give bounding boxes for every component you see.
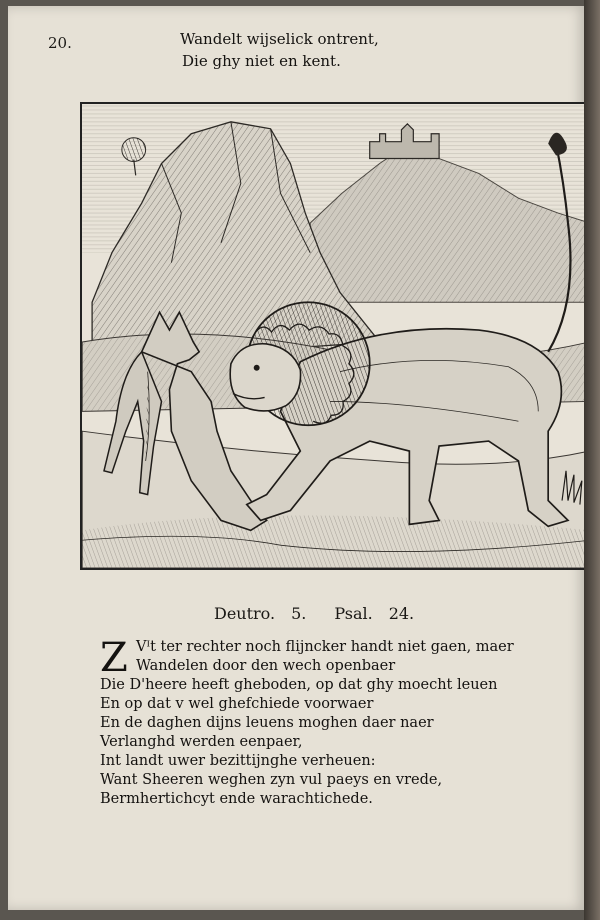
verse-line: En de daghen dijns leuens moghen daer naer [100, 715, 434, 731]
verse-line: Bermhertichcyt ende warachtichede. [100, 791, 373, 807]
verse-line: Verlanghd werden eenpaer, [100, 734, 303, 750]
running-head-line-2: Die ghy niet en kent. [182, 52, 341, 70]
engraving-illustration [82, 104, 590, 568]
reference-book-2: Psal. [334, 604, 373, 623]
book-page [8, 6, 586, 910]
engraving-lion-and-fox [80, 102, 592, 570]
verse-line: Die D'heere heeft gheboden, op dat ghy moecht leuen [100, 677, 498, 693]
reference-book-1: Deutro. [214, 604, 276, 623]
verse-line: En op dat v wel ghefchiede voorwaer [100, 696, 374, 712]
drop-cap: Z [100, 635, 128, 681]
running-head [180, 28, 379, 72]
reference-chapter-1: 5. [291, 604, 307, 623]
reference-chapter-2: 24. [388, 604, 415, 623]
page-number: 20. [48, 34, 72, 52]
book-spine [584, 0, 600, 920]
verse-line: Wandelen door den wech openbaer [136, 658, 396, 674]
running-head-line-1: Wandelt wijselick ontrent, [180, 30, 379, 48]
scripture-reference [214, 604, 430, 623]
verse-line: Vᴵt ter rechter noch flijncker handt niet gaen, maer [136, 639, 514, 655]
verse-line: Int landt uwer bezittijnghe verheuen: [100, 753, 376, 769]
verse-line: Want Sheeren weghen zyn vul paeys en vrede, [100, 772, 443, 788]
verse-text [100, 635, 530, 809]
